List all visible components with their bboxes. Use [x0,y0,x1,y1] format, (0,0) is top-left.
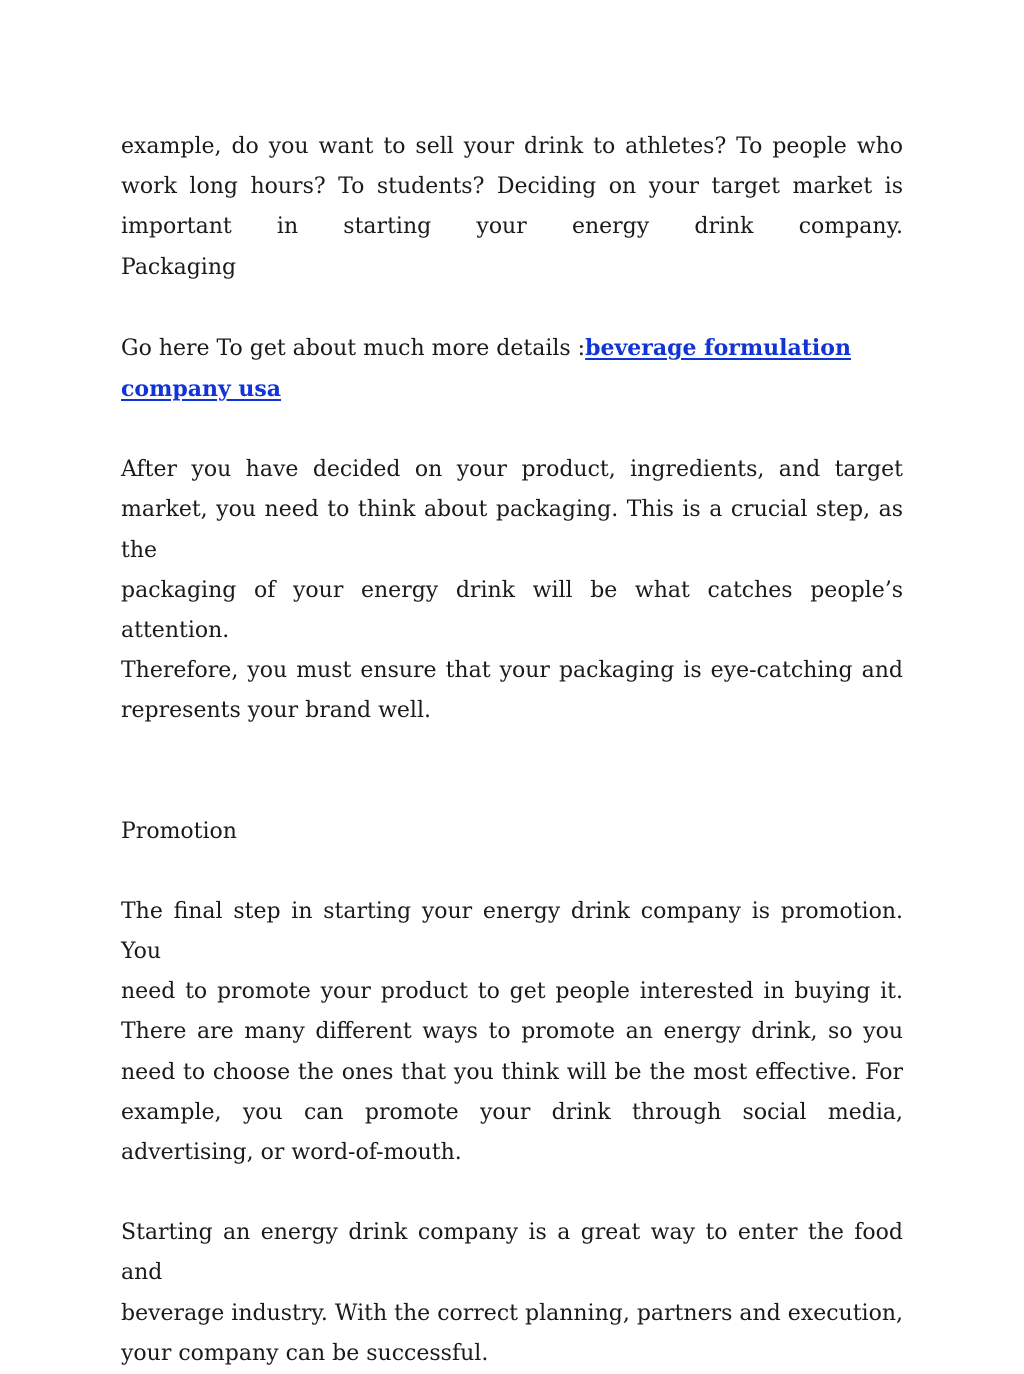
text-line: packaging of your energy drink will be what catches people’s attention. [121,577,903,644]
paragraph-promotion [121,892,903,1173]
heading-text: Promotion [121,818,237,844]
paragraph-details-link [121,328,903,410]
text-line: need to promote your product to get people interested in buying it. [121,979,903,1005]
text-line [121,328,903,369]
paragraph-packaging [121,450,903,731]
beverage-formulation-link-continued[interactable]: company usa [121,376,282,403]
details-prefix-text: Go here To get about much more details : [121,335,586,361]
text-line: beverage industry. With the correct planning, partners and execution, [121,1300,903,1326]
document-body [121,127,903,1374]
text-line: example, you can promote your drink through social media, [121,1099,903,1125]
text-line: Packaging [121,254,237,280]
text-line: important in starting your energy drink company. [121,214,903,240]
text-line: There are many different ways to promote an energy drink, so you [121,1019,903,1045]
text-line: advertising, or word-of-mouth. [121,1140,462,1166]
text-line [121,369,903,410]
text-line: your company can be successful. [121,1340,489,1366]
paragraph-conclusion [121,1213,903,1374]
text-line: need to choose the ones that you think will be the most effective. For [121,1059,903,1085]
paragraph-target-market [121,127,903,288]
heading-promotion [121,812,903,852]
text-line: represents your brand well. [121,698,431,724]
text-line: Therefore, you must ensure that your packaging is eye-catching and [121,658,903,684]
text-line: work long hours? To students? Deciding on your target market is [121,174,903,200]
text-line: After you have decided on your product, ingredients, and target [121,457,903,483]
text-line: market, you need to think about packaging. This is a crucial step, as the [121,497,903,563]
text-line: example, do you want to sell your drink to athletes? To people who [121,134,903,159]
text-line: Starting an energy drink company is a great way to enter the food and [121,1220,903,1286]
text-line: The final step in starting your energy drink company is promotion. You [121,898,903,965]
beverage-formulation-link[interactable]: beverage formulation [585,334,851,361]
